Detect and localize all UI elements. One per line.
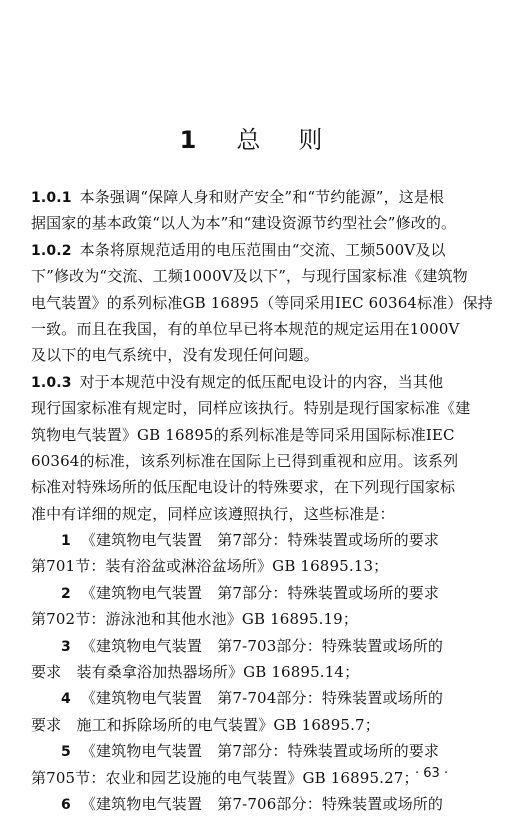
clause-number: 1.0.1 — [31, 190, 72, 206]
clause-1-0-1-line-1 — [31, 184, 499, 210]
page-number: · 63 · — [415, 766, 449, 781]
list-item-text: 《建筑物电气装置 第7-703部分：特殊装置或场所的 — [80, 636, 444, 655]
list-item-text: 《建筑物电气装置 第7-704部分：特殊装置或场所的 — [80, 689, 444, 708]
clause-1-0-1-line-2: 据国家的基本政策“以人为本”和“建设资源节约型社会”修改的。 — [31, 214, 457, 233]
list-item-6-line-1 — [31, 791, 499, 817]
list-item-3-line-1 — [31, 633, 499, 659]
clause-1-0-3-line-6: 准中有详细的规定，同样应该遵照执行，这些标准是： — [31, 504, 395, 523]
clause-text: 对于本规范中没有规定的低压配电设计的内容，当其他 — [79, 372, 444, 391]
clause-number: 1.0.2 — [31, 242, 72, 259]
list-item-text: 《建筑物电气装置 第7部分：特殊装置或场所的要求 — [80, 531, 440, 550]
list-item-3-line-2: 要求 装有桑拿浴加热器场所》GB 16895.14； — [31, 663, 360, 682]
list-item-number: 5 — [61, 744, 71, 761]
list-item-1-line-1 — [31, 527, 499, 553]
chapter-title — [0, 120, 522, 155]
body-text — [31, 184, 499, 817]
list-item-number: 2 — [61, 585, 71, 602]
chapter-title-part-1: 总 — [236, 126, 263, 154]
list-item-5-line-1 — [31, 738, 499, 764]
list-item-2-line-2: 第702节：游泳池和其他水池》GB 16895.19； — [31, 610, 359, 629]
clause-1-0-3-line-4: 60364的标准，该系列标准在国际上已得到重视和应用。该系列 — [31, 451, 459, 470]
clause-1-0-3-line-2: 现行国家标准有规定时，同样应该执行。特别是现行国家标准《建 — [31, 399, 471, 418]
list-item-4-line-2: 要求 施工和拆除场所的电气装置》GB 16895.7； — [31, 715, 380, 734]
clause-1-0-2-line-1 — [31, 237, 499, 263]
list-item-2-line-1 — [31, 580, 499, 606]
list-item-number: 4 — [61, 691, 71, 708]
list-item-number: 1 — [61, 533, 71, 550]
list-item-text: 《建筑物电气装置 第7部分：特殊装置或场所的要求 — [80, 742, 440, 761]
clause-1-0-2-line-5: 及以下的电气系统中，没有发现任何问题。 — [31, 346, 319, 365]
list-item-number: 3 — [61, 638, 71, 655]
clause-1-0-2-line-4: 一致。而且在我国，有的单位早已将本规范的规定运用在1000V — [31, 319, 460, 338]
clause-1-0-3-line-3: 筑物电气装置》GB 16895的系列标准是等同采用国际标准IEC — [31, 425, 455, 444]
list-item-number: 6 — [61, 796, 71, 813]
clause-1-0-2-line-2: 下”修改为“交流、工频1000V及以下”，与现行国家标准《建筑物 — [31, 267, 468, 286]
list-item-5-line-2: 第705节：农业和园艺设施的电气装置》GB 16895.27； — [31, 768, 419, 787]
list-item-4-line-1 — [31, 685, 499, 711]
clause-text: 本条强调“保障人身和财产安全”和“节约能源”，这是根 — [79, 188, 445, 206]
clause-1-0-2-line-3: 电气装置》的系列标准GB 16895（等同采用IEC 60364标准）保持 — [31, 293, 493, 312]
list-item-1-line-2: 第701节：装有浴盆或淋浴盆场所》GB 16895.13； — [31, 557, 389, 576]
clause-text: 本条将原规范适用的电压范围由“交流、工频500V及以 — [79, 240, 446, 259]
clause-1-0-3-line-5: 标准对特殊场所的低压配电设计的特殊要求，在下列现行国家标 — [31, 478, 456, 497]
clause-number: 1.0.3 — [31, 374, 72, 391]
clause-1-0-3-line-1 — [31, 369, 499, 395]
list-item-text: 《建筑物电气装置 第7部分：特殊装置或场所的要求 — [80, 583, 440, 602]
list-item-text: 《建筑物电气装置 第7-706部分：特殊装置或场所的 — [80, 794, 444, 813]
chapter-title-part-2: 则 — [298, 126, 325, 154]
chapter-number: 1 — [179, 126, 199, 154]
